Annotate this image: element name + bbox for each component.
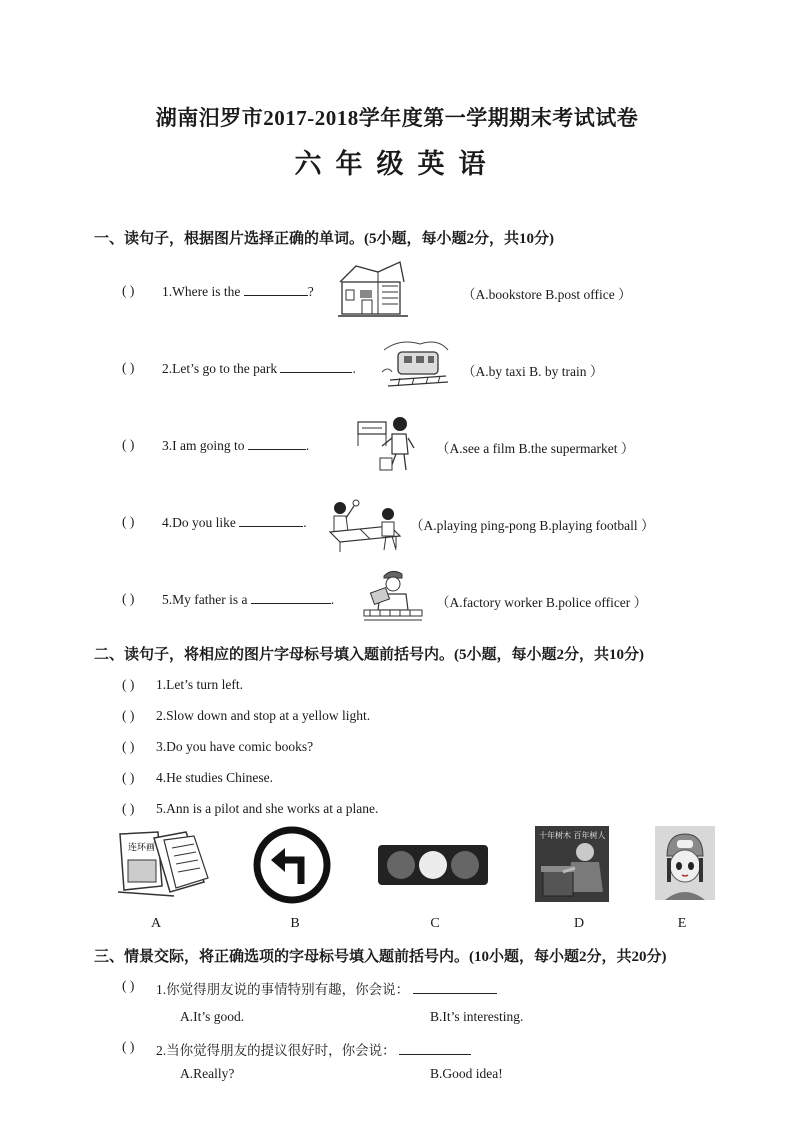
chinese-teacher-icon [535, 826, 609, 902]
post-office-building-icon [338, 260, 408, 322]
picture-letter-b: B [290, 916, 300, 931]
answer-paren-1-3[interactable]: ( ) [122, 437, 135, 452]
question-2-1: 1.Let’s turn left. [156, 677, 243, 692]
answer-paren-1-1[interactable]: ( ) [122, 283, 135, 298]
options-1-5: （A.factory worker B.police officer ） [436, 595, 648, 610]
section-3-heading: 三、情景交际，将正确选项的字母标号填入题前括号内。(10小题，每小题2分，共20分) [94, 949, 667, 965]
exam-subtitle: 六年级英语 [294, 149, 500, 179]
answer-blank[interactable] [239, 514, 303, 527]
question-text: 5.My father is a [162, 592, 248, 607]
pilot-girl-icon [655, 826, 715, 900]
question-1-5 [162, 591, 334, 608]
option-3-1-a: A.It’s good. [180, 1009, 245, 1024]
question-text: 1.Where is the [162, 284, 241, 299]
answer-paren-2-1[interactable]: ( ) [122, 677, 135, 692]
question-text: 4.Do you like [162, 515, 236, 530]
question-end: . [303, 515, 307, 530]
traffic-light-icon [377, 844, 489, 886]
question-2-3: 3.Do you have comic books? [156, 739, 314, 754]
picture-letter-a: A [150, 916, 162, 931]
picture-letter-c: C [430, 916, 440, 931]
question-2-5: 5.Ann is a pilot and she works at a plane. [156, 801, 379, 816]
shopper-icon [354, 412, 418, 474]
answer-paren-1-2[interactable]: ( ) [122, 360, 135, 375]
question-end: . [305, 438, 310, 453]
question-3-1 [156, 978, 497, 998]
options-1-3: （A.see a film B.the supermarket ） [436, 441, 635, 456]
exam-title: 湖南汨罗市2017-2018学年度第一学期期末考试试卷 [155, 106, 639, 130]
question-end: . [352, 361, 356, 376]
answer-paren-1-4[interactable]: ( ) [122, 514, 135, 529]
question-text: 1.你觉得朋友说的事情特别有趣，你会说： [156, 982, 410, 997]
question-1-4 [162, 514, 307, 531]
answer-blank[interactable] [413, 981, 497, 994]
picture-letter-e: E [677, 916, 687, 931]
question-text: 3.I am going to [162, 438, 245, 453]
answer-blank[interactable] [399, 1042, 471, 1055]
answer-paren-1-5[interactable]: ( ) [122, 591, 135, 606]
answer-paren-3-1[interactable]: ( ) [122, 978, 135, 993]
answer-blank[interactable] [251, 591, 331, 604]
question-end: ? [307, 284, 314, 299]
factory-worker-icon [362, 566, 424, 624]
question-3-2 [156, 1039, 471, 1059]
option-3-1-b: B.It’s interesting. [430, 1009, 524, 1024]
options-1-2: （A.by taxi B. by train ） [462, 364, 604, 379]
answer-paren-2-2[interactable]: ( ) [122, 708, 135, 723]
question-text: 2.当你觉得朋友的提议很好时，你会说： [156, 1043, 396, 1058]
option-3-2-a: A.Really? [180, 1066, 235, 1081]
picture-letter-d: D [573, 916, 585, 931]
question-2-4: 4.He studies Chinese. [156, 770, 273, 785]
question-1-3 [162, 437, 309, 454]
answer-paren-3-2[interactable]: ( ) [122, 1039, 135, 1054]
question-1-1 [162, 283, 314, 300]
comic-books-icon [114, 830, 210, 898]
option-3-2-b: B.Good idea! [430, 1066, 503, 1081]
answer-blank[interactable] [280, 360, 352, 373]
blackboard-text: 十年树木 百年树人 [539, 831, 606, 840]
section-1-heading: 一、读句子，根据图片选择正确的单词。(5小题，每小题2分，共10分) [94, 231, 554, 247]
answer-blank[interactable] [248, 437, 306, 450]
question-2-2: 2.Slow down and stop at a yellow light. [156, 708, 371, 723]
question-1-2 [162, 360, 356, 377]
train-icon [380, 336, 452, 392]
question-text: 2.Let’s go to the park [162, 361, 278, 376]
options-1-1: （A.bookstore B.post office ） [462, 287, 632, 302]
turn-left-sign-icon [253, 826, 331, 904]
ping-pong-icon [326, 496, 406, 554]
section-2-heading: 二、读句子，将相应的图片字母标号填入题前括号内。(5小题，每小题2分，共10分) [94, 647, 644, 663]
answer-blank[interactable] [244, 283, 308, 296]
book-cover-text: 连环画 [128, 843, 156, 853]
options-1-4: （A.playing ping-pong B.playing football ） [410, 518, 655, 533]
answer-paren-2-5[interactable]: ( ) [122, 801, 135, 816]
answer-paren-2-3[interactable]: ( ) [122, 739, 135, 754]
answer-paren-2-4[interactable]: ( ) [122, 770, 135, 785]
question-end: . [330, 592, 335, 607]
